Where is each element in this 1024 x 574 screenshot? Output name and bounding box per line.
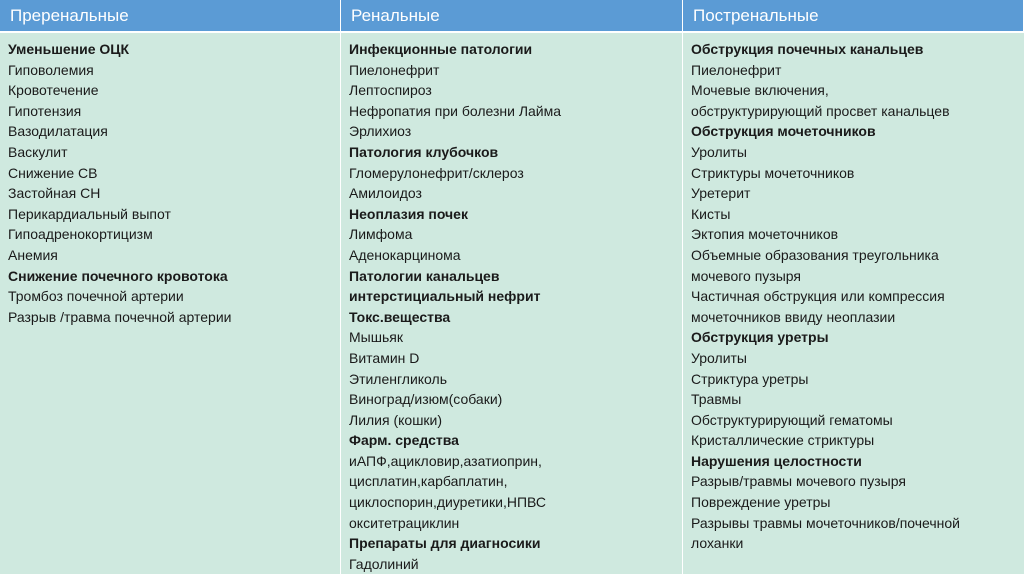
list-item: Кровотечение bbox=[8, 82, 99, 99]
list-item: Частичная обструкция или компрессия bbox=[691, 288, 945, 305]
list-item: Лептоспироз bbox=[349, 82, 432, 99]
list-item: Уролиты bbox=[691, 349, 747, 366]
list-item: Гипотензия bbox=[8, 102, 82, 119]
list-item: обструктурирующий просвет канальцев bbox=[691, 102, 950, 119]
list-item: Лимфома bbox=[349, 226, 413, 243]
section-heading: Обструкция почечных канальцев bbox=[691, 41, 924, 57]
header-postrenal: Постренальные bbox=[683, 0, 1024, 33]
list-item: окситетрациклин bbox=[349, 514, 460, 531]
list-item: циклоспорин,диуретики,НПВС bbox=[349, 494, 546, 511]
column-prerenal bbox=[0, 33, 341, 574]
list-item: Пиелонефрит bbox=[349, 61, 440, 78]
list-item: лоханки bbox=[691, 535, 744, 552]
list-item: Лилия (кошки) bbox=[349, 411, 443, 428]
list-item: Объемные образования треугольника bbox=[691, 246, 939, 263]
list-item: Снижение СВ bbox=[8, 164, 98, 181]
section-heading: Патология клубочков bbox=[349, 143, 499, 160]
list-item: цисплатин,карбаплатин, bbox=[349, 473, 508, 490]
section-heading: Токс.вещества bbox=[349, 308, 451, 325]
list-item: Стриктура уретры bbox=[691, 370, 809, 387]
list-item: Стриктуры мочеточников bbox=[691, 164, 855, 181]
list-item: Амилоидоз bbox=[349, 185, 422, 202]
list-item: Травмы bbox=[691, 391, 742, 408]
list-item: Гиповолемия bbox=[8, 61, 94, 78]
list-item: Гипоадренокортицизм bbox=[8, 226, 153, 243]
list-item: Тромбоз почечной артерии bbox=[8, 288, 184, 305]
list-item: Анемия bbox=[8, 246, 58, 263]
column-renal bbox=[341, 33, 683, 574]
list-item: Кисты bbox=[691, 205, 731, 222]
header-prerenal: Преренальные bbox=[0, 0, 341, 33]
section-heading: Обструкция мочеточников bbox=[691, 123, 876, 140]
list-item: Пиелонефрит bbox=[691, 61, 782, 78]
list-item: Разрыв /травма почечной артерии bbox=[8, 308, 232, 325]
list-item: Витамин D bbox=[349, 349, 420, 366]
section-heading: Нарушения целостности bbox=[691, 452, 862, 469]
list-item: Мышьяк bbox=[349, 329, 403, 346]
section-heading: Препараты для диагносики bbox=[349, 535, 541, 552]
list-item: мочевого пузыря bbox=[691, 267, 801, 284]
list-item: Застойная СН bbox=[8, 185, 101, 202]
section-heading: интерстициальный нефрит bbox=[349, 288, 541, 305]
section-heading: Инфекционные патологии bbox=[349, 41, 533, 57]
list-item: Вазодилатация bbox=[8, 123, 108, 140]
section-heading: Уменьшение ОЦК bbox=[8, 41, 130, 57]
list-item: Обструктурирующий гематомы bbox=[691, 411, 893, 428]
list-item: Эктопия мочеточников bbox=[691, 226, 839, 243]
list-item: Виноград/изюм(собаки) bbox=[349, 391, 503, 408]
list-item: Аденокарцинома bbox=[349, 246, 461, 263]
list-item: Уролиты bbox=[691, 143, 747, 160]
section-heading: Снижение почечного кровотока bbox=[8, 267, 228, 284]
header-renal: Ренальные bbox=[341, 0, 683, 33]
column-postrenal bbox=[683, 33, 1024, 574]
list-item: мочеточников ввиду неоплазии bbox=[691, 308, 896, 325]
list-item: Этиленгликоль bbox=[349, 370, 447, 387]
list-item: Разрывы травмы мочеточников/почечной bbox=[691, 514, 961, 531]
list-item: Нефропатия при болезни Лайма bbox=[349, 102, 562, 119]
section-heading: Неоплазия почек bbox=[349, 205, 468, 222]
list-item: Перикардиальный выпот bbox=[8, 205, 171, 222]
list-item: Гадолиний bbox=[349, 555, 419, 572]
list-item: Васкулит bbox=[8, 143, 68, 160]
list-item: Мочевые включения, bbox=[691, 82, 829, 99]
list-item: Уретерит bbox=[691, 185, 751, 202]
list-item: Повреждение уретры bbox=[691, 494, 831, 511]
section-heading: Фарм. средства bbox=[349, 432, 459, 449]
list-item: Разрыв/травмы мочевого пузыря bbox=[691, 473, 906, 490]
list-item: Гломерулонефрит/склероз bbox=[349, 164, 524, 181]
list-item: Кристаллические стриктуры bbox=[691, 432, 875, 449]
list-item: Эрлихиоз bbox=[349, 123, 412, 140]
section-heading: Патологии канальцев bbox=[349, 267, 500, 284]
section-heading: Обструкция уретры bbox=[691, 329, 829, 346]
list-item: иАПФ,ацикловир,азатиоприн, bbox=[349, 452, 542, 469]
